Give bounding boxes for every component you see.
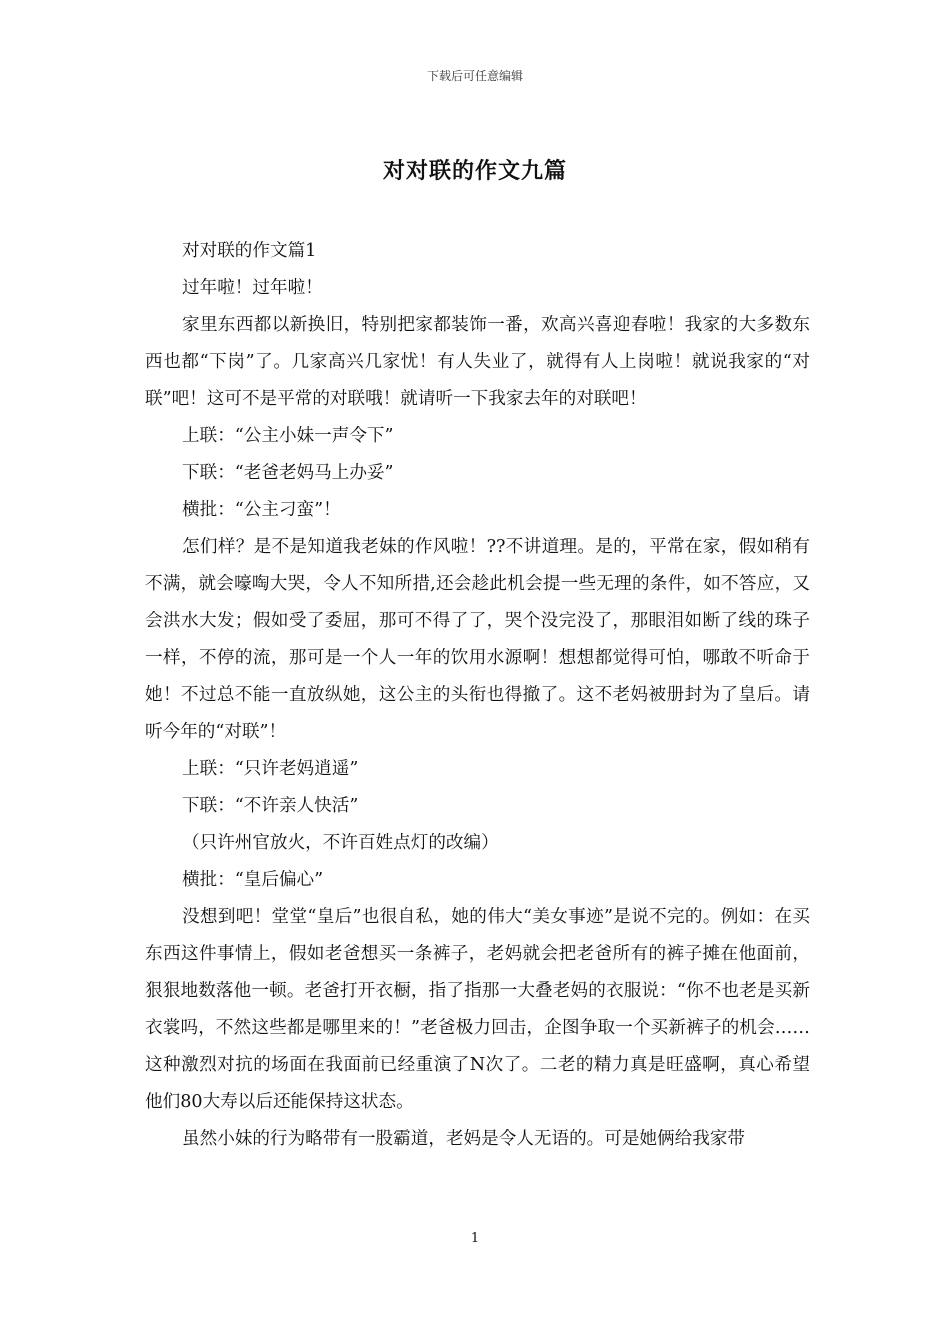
page-number: 1 <box>470 1231 480 1246</box>
section-heading: 对对联的作文篇1 <box>182 241 317 261</box>
paragraph: 没想到吧！堂堂“皇后”也很自私，她的伟大“美女事迹”是说不完的。例如：在买东西这件事情上，假如老爸想买一条裤子，老妈就会把老爸所有的裤子摊在他面前，狠狠地数落他一顿。老爸打开衣橱，指了指那一大叠老妈的衣服说：“你不也老是买新衣裳吗，不然这些都是哪里来的！”老爸极力回击，企图争取一个买新裤子的机会……这种激烈对抗的场面在我面前已经重演了N次了。二老的精力真是旺盛啊，真心希望他们80大寿以后还能保持这状态。 <box>145 907 810 1112</box>
paragraph: 过年啦！过年啦！ <box>182 278 323 298</box>
couplet-line: 上联：“公主小妹一声令下” <box>182 426 394 446</box>
document-title: 对对联的作文九篇 <box>382 158 567 184</box>
couplet-line: 下联：“老爸老妈马上办妥” <box>182 463 394 483</box>
paragraph: 怎们样？是不是知道我老妹的作风啦！??不讲道理。是的，平常在家，假如稍有不满，就会嚎啕大哭，令人不知所措,还会趁此机会提一些无理的条件，如不答应，又会洪水大发；假如受了委屈，那可不得了了，哭个没完没了，那眼泪如断了线的珠子一样，不停的流，那可是一个人一年的饮用水源啊！想想都觉得可怕，哪敢不听命于她！不过总不能一直放纵她，这公主的头衔也得撤了。这不老妈被册封为了皇后。请听今年的“对联”！ <box>145 537 810 742</box>
document-body <box>145 233 810 1158</box>
couplet-line: 下联：“不许亲人快活” <box>182 796 359 816</box>
paragraph: 家里东西都以新换旧，特别把家都装饰一番，欢高兴喜迎春啦！我家的大多数东西也都“下岗”了。几家高兴几家忧！有人失业了，就得有人上岗啦！就说我家的“对联”吧！这可不是平常的对联哦！就请听一下我家去年的对联吧！ <box>145 315 810 409</box>
couplet-line: 横批：“公主刁蛮”！ <box>182 500 341 520</box>
header-note: 下载后可任意编辑 <box>426 69 523 83</box>
couplet-note: （只许州官放火，不许百姓点灯的改编） <box>182 833 499 853</box>
couplet-line: 上联：“只许老妈逍遥” <box>182 759 359 779</box>
paragraph: 虽然小妹的行为略带有一股霸道，老妈是令人无语的。可是她俩给我家带 <box>182 1129 746 1149</box>
couplet-line: 横批：“皇后偏心” <box>182 870 324 890</box>
